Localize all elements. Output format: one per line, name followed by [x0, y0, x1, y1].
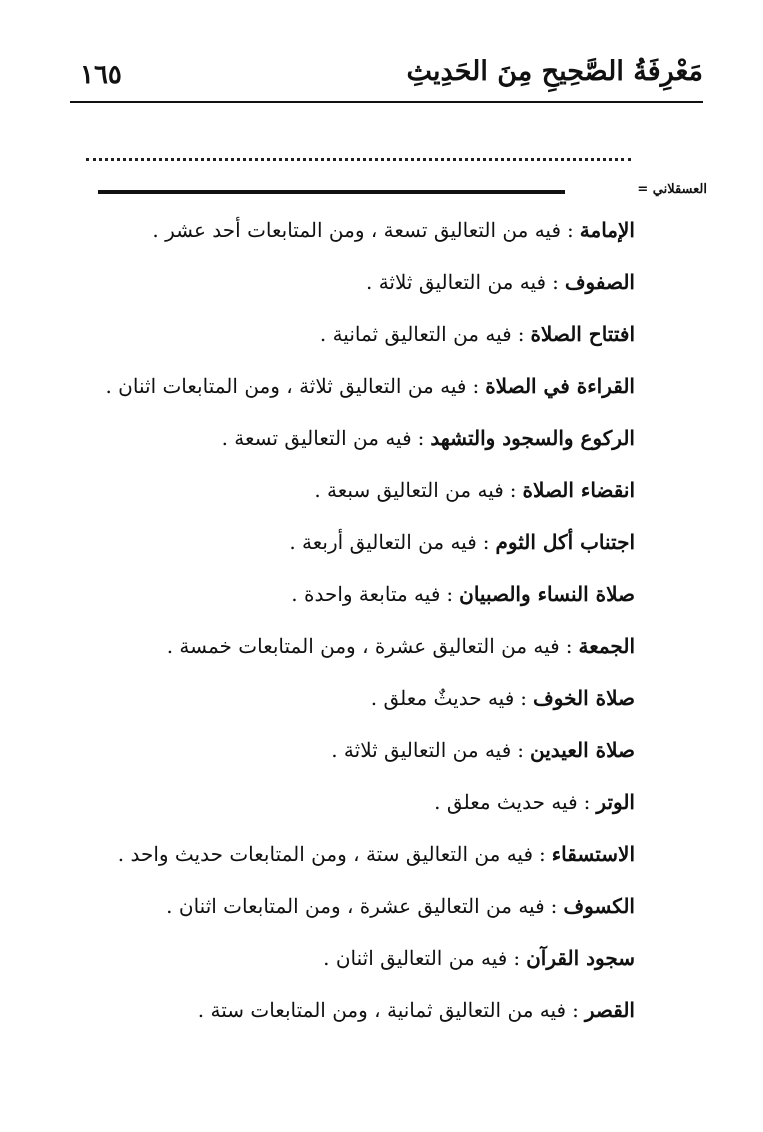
entry-term: الركوع والسجود والتشهد — [430, 426, 635, 450]
entry-text: فيه من التعاليق تسعة . — [221, 426, 412, 450]
section-rule — [98, 190, 565, 194]
list-item — [60, 522, 635, 574]
entry-term: الصفوف — [564, 270, 635, 294]
entry-term: الوتر — [596, 790, 635, 814]
entry-text: فيه من التعاليق ستة ، ومن المتابعات حديث واحد . — [117, 842, 534, 866]
entry-separator: : — [509, 478, 517, 502]
entry-separator: : — [567, 218, 574, 242]
entry-term: الاستسقاء — [551, 842, 635, 866]
entry-separator: : — [513, 946, 521, 970]
list-item — [60, 418, 635, 470]
list-item — [60, 678, 635, 730]
list-item — [60, 834, 635, 886]
entry-term: صلاة الخوف — [533, 686, 635, 710]
book-title: مَعْرِفَةُ الصَّحِيحِ مِنَ الحَدِيثِ — [406, 56, 703, 87]
page-number: ١٦٥ — [80, 60, 122, 90]
entry-term: القراءة في الصلاة — [485, 374, 635, 398]
list-item — [60, 938, 635, 990]
entry-text: فيه من التعاليق عشرة ، ومن المتابعات خمسة . — [166, 634, 560, 658]
entry-text: فيه من التعاليق ثلاثة . — [365, 270, 547, 294]
entry-separator: : — [583, 790, 591, 814]
list-item — [60, 782, 635, 834]
entry-separator: : — [472, 374, 480, 398]
entry-separator: : — [539, 842, 546, 866]
entry-term: صلاة العيدين — [530, 738, 635, 762]
entry-term: انقضاء الصلاة — [522, 478, 635, 502]
entry-text: فيه من التعاليق عشرة ، ومن المتابعات اثنان . — [166, 894, 545, 918]
entry-term: اجتناب أكل الثوم — [495, 530, 635, 554]
list-item — [60, 262, 635, 314]
entry-term: سجود القرآن — [526, 946, 635, 970]
list-item — [60, 730, 635, 782]
list-item — [60, 990, 635, 1042]
entry-text: فيه حديثٌ معلق . — [370, 686, 515, 710]
list-item — [60, 210, 635, 262]
entry-separator: : — [482, 530, 490, 554]
entry-separator: : — [517, 322, 525, 346]
entry-text: فيه من التعاليق ثلاثة . — [331, 738, 512, 762]
entry-text: فيه من التعاليق اثنان . — [323, 946, 508, 970]
list-item — [60, 886, 635, 938]
entry-term: الكسوف — [563, 894, 635, 918]
list-item — [60, 314, 635, 366]
entry-text: فيه حديث معلق . — [434, 790, 578, 814]
list-item — [60, 470, 635, 522]
entry-term: صلاة النساء والصبيان — [459, 582, 635, 606]
list-item — [60, 366, 635, 418]
list-item — [60, 574, 635, 626]
list-item — [60, 626, 635, 678]
entry-text: فيه من التعاليق ثلاثة ، ومن المتابعات اثنان . — [105, 374, 467, 398]
entry-text: فيه من التعاليق ثمانية . — [319, 322, 512, 346]
section-marker: العسقلاني = — [637, 182, 707, 197]
entry-text: فيه من التعاليق سبعة . — [314, 478, 504, 502]
chapter-list — [60, 210, 635, 1042]
entry-separator: : — [446, 582, 454, 606]
entry-text: فيه متابعة واحدة . — [291, 582, 441, 606]
entry-separator: : — [520, 686, 528, 710]
entry-text: فيه من التعاليق ثمانية ، ومن المتابعات ستة . — [197, 998, 567, 1022]
entry-text: فيه من التعاليق أربعة . — [289, 530, 477, 554]
entry-separator: : — [552, 270, 559, 294]
header-rule — [70, 101, 703, 103]
entry-term: الإمامة — [579, 218, 635, 242]
entry-text: فيه من التعاليق تسعة ، ومن المتابعات أحد عشر . — [152, 218, 562, 242]
entry-separator: : — [517, 738, 525, 762]
running-header — [70, 52, 703, 100]
entry-term: الجمعة — [578, 634, 635, 658]
entry-separator: : — [417, 426, 425, 450]
entry-separator: : — [565, 634, 573, 658]
entry-term: افتتاح الصلاة — [530, 322, 635, 346]
entry-separator: : — [572, 998, 579, 1022]
entry-term: القصر — [584, 998, 635, 1022]
dotted-separator — [86, 158, 631, 161]
entry-separator: : — [550, 894, 558, 918]
